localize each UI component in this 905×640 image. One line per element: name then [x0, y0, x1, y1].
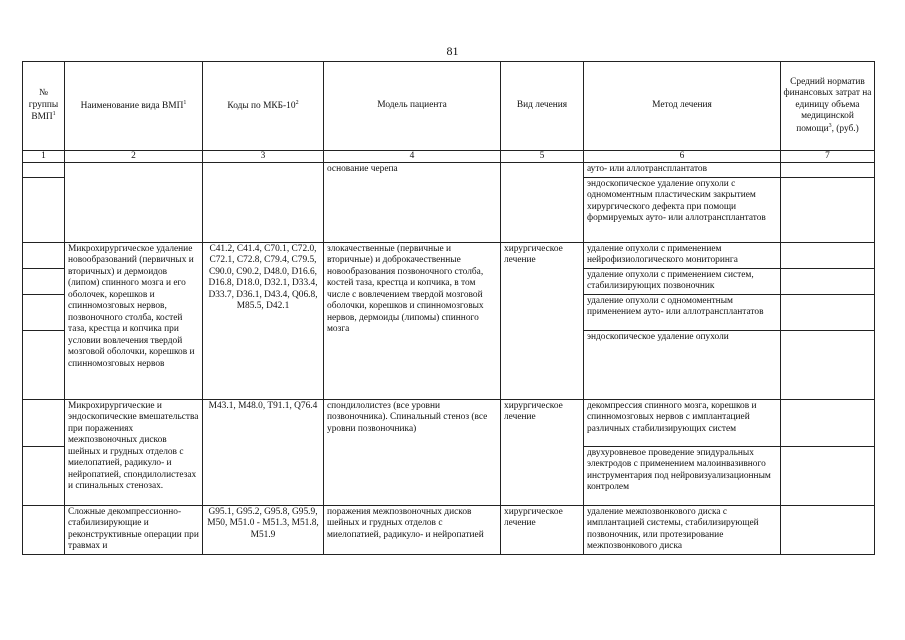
treatment-method-cell: удаление опухоли с применением нейрофизиологического мониторинга [584, 242, 781, 268]
header-icd-codes: Коды по МКБ-$10^2$ [203, 62, 324, 151]
header-patient-model: Модель пациента [324, 62, 501, 151]
cost-cell [781, 177, 875, 242]
header-treatment-method: Метод лечения [584, 62, 781, 151]
table-row [23, 505, 875, 554]
group-number-cell [23, 163, 65, 177]
cost-cell [781, 268, 875, 294]
treatment-method-cell: двухуровневое проведение эпидуральных электродов с применением малоинвазивного инструментария под нейровизуализационным контролем [584, 446, 781, 505]
cost-cell [781, 399, 875, 446]
cost-cell [781, 242, 875, 268]
treatment-method-cell: ауто- или аллотрансплантатов [584, 163, 781, 177]
icd-codes-cell: M43.1, M48.0, T91.1, Q76.4 [203, 399, 324, 505]
column-number: 2 [65, 151, 203, 163]
treatment-method-cell: эндоскопическое удаление опухоли с одномоментным пластическим закрытием хирургического дефекта при помощи формируемых ауто- или аллотрансплантатов [584, 177, 781, 242]
cost-cell [781, 294, 875, 330]
column-number: 7 [781, 151, 875, 163]
treatment-method-cell: удаление опухоли с применением систем, стабилизирующих позвоночник [584, 268, 781, 294]
header-cost-norm: Средний норматив финансовых затрат на единицу объема медицинской помощи$^3$, (руб.) [781, 62, 875, 151]
treatment-method-cell: декомпрессия спинного мозга, корешков и спинномозговых нервов с имплантацией различных стабилизирующих систем [584, 399, 781, 446]
cost-cell [781, 446, 875, 505]
group-number-cell [23, 268, 65, 294]
cost-cell [781, 505, 875, 554]
page-number: 81 [446, 44, 459, 58]
group-number-cell [23, 177, 65, 242]
group-number-cell [23, 294, 65, 330]
icd-codes-cell: C41.2, C41.4, C70.1, C72.0, C72.1, C72.8, C79.4, C79.5, C90.0, C90.2, D48.0, D16.6, D16.8, D18.0, D32.1, D33.4, D33.7, D36.1, D43.4, Q06.8, M85.5, D42.1 [203, 242, 324, 399]
treatment-type-cell: хирургическое лечение [501, 505, 584, 554]
column-number: 1 [23, 151, 65, 163]
column-number: 6 [584, 151, 781, 163]
patient-model-cell: основание черепа [324, 163, 501, 242]
icd-codes-cell: G95.1, G95.2, G95.8, G95.9, M50, M51.0 - M51.3, M51.8, M51.9 [203, 505, 324, 554]
cost-cell [781, 163, 875, 177]
treatment-method-cell: удаление опухоли с одномоментным применением ауто- или аллотрансплантатов [584, 294, 781, 330]
patient-model-cell: спондилолистез (все уровни позвоночника). Спинальный стеноз (все уровни позвоночника) [324, 399, 501, 505]
vmp-name-cell: Микрохирургическое удаление новообразований (первичных и вторичных) и дермоидов (липом) спинного мозга и его оболочек, корешков и спинномозговых нервов, позвоночного столба, костей таза, крестца и копчика при условии вовлечения твердой мозговой оболочки, корешков и спинномозговых нервов [65, 242, 203, 399]
patient-model-cell: поражения межпозвоночных дисков шейных и грудных отделов с миелопатией, радикуло- и нейропатией [324, 505, 501, 554]
header-group-number: № группы ВМП$^1$ [23, 62, 65, 151]
group-number-cell [23, 505, 65, 554]
vmp-name-cell [65, 163, 203, 242]
group-number-cell [23, 446, 65, 505]
table-row [23, 163, 875, 177]
treatment-type-cell: хирургическое лечение [501, 242, 584, 399]
table-row [23, 399, 875, 446]
group-number-cell [23, 330, 65, 399]
vmp-name-cell: Сложные декомпрессионно-стабилизирующие и реконструктивные операции при травмах и [65, 505, 203, 554]
column-number: 4 [324, 151, 501, 163]
treatment-method-cell: эндоскопическое удаление опухоли [584, 330, 781, 399]
group-number-cell [23, 399, 65, 446]
group-number-cell [23, 242, 65, 268]
column-number-row [23, 151, 875, 163]
treatment-method-cell: удаление межпозвонкового диска с имплантацией системы, стабилизирующей позвоночник, или протезирование межпозвонкового диска [584, 505, 781, 554]
header-treatment-type: Вид лечения [501, 62, 584, 151]
header-vmp-name: Наименование вида ВМП$^1$ [65, 62, 203, 151]
cost-cell [781, 330, 875, 399]
vmp-name-cell: Микрохирургические и эндоскопические вмешательства при поражениях межпозвоночных дисков шейных и грудных отделов с миелопатией, радикуло- и нейропатией, спондилолистезах и спинальных стенозах. [65, 399, 203, 505]
header-row [23, 62, 875, 151]
treatment-type-cell [501, 163, 584, 242]
icd-codes-cell [203, 163, 324, 242]
column-number: 5 [501, 151, 584, 163]
patient-model-cell: злокачественные (первичные и вторичные) и доброкачественные новообразования позвоночного столба, костей таза, крестца и копчика, в том числе с вовлечением твердой мозговой оболочки, корешков и спинномозговых нервов, дермоиды (липомы) спинного мозга [324, 242, 501, 399]
vmp-table [22, 61, 875, 555]
treatment-type-cell: хирургическое лечение [501, 399, 584, 505]
table-row [23, 242, 875, 268]
column-number: 3 [203, 151, 324, 163]
